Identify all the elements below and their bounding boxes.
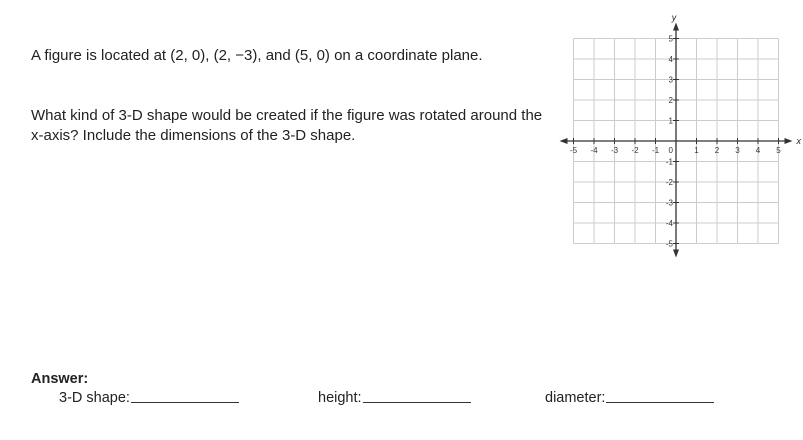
y-axis-label: y [671, 12, 677, 23]
height-blank[interactable] [363, 402, 471, 403]
x-tick-label: 2 [714, 146, 720, 155]
x-tick-label: -1 [651, 146, 660, 155]
x-axis-label: x [796, 136, 801, 146]
diameter-blank[interactable] [606, 402, 714, 403]
y-tick-label: 1 [668, 116, 673, 126]
x-tick-label: -5 [569, 146, 578, 155]
x-tick-label: -3 [610, 146, 619, 155]
x-tick-label: -4 [590, 146, 598, 155]
y-tick-label: 4 [668, 55, 673, 64]
y-arrow-up [673, 23, 679, 31]
x-arrow-right [785, 138, 793, 144]
x-tick-label: 5 [776, 146, 781, 155]
shape-blank[interactable] [131, 402, 239, 403]
y-tick-label: -1 [665, 157, 673, 167]
y-tick-label: -2 [665, 178, 673, 187]
question-line-1: A figure is located at (2, 0), (2, −3), and (5, 0) on a coordinate plane. [31, 47, 483, 64]
height-field [318, 390, 471, 406]
coordinate-plane [560, 12, 801, 255]
x-arrow-left [560, 138, 568, 144]
y-tick-label: 2 [668, 96, 673, 105]
shape-label: 3-D shape: [59, 390, 130, 406]
x-tick-label: -2 [631, 146, 639, 155]
diameter-label: diameter: [545, 390, 606, 406]
shape-field [59, 390, 239, 406]
height-label: height: [318, 390, 362, 406]
answer-label: Answer: [31, 371, 89, 387]
origin-label: 0 [668, 146, 673, 155]
y-tick-label: -3 [665, 198, 673, 208]
question-line-2: What kind of 3-D shape would be created if the figure was rotated around the x-axis? Include the dimensions of the 3-D shape. [31, 107, 543, 144]
y-arrow-down [673, 250, 679, 258]
x-tick-label: 4 [755, 146, 761, 155]
y-tick-label: 5 [668, 34, 673, 44]
x-tick-label: 1 [694, 146, 699, 155]
y-tick-label: -5 [665, 239, 673, 249]
diameter-field [545, 390, 714, 406]
y-tick-label: -4 [665, 219, 673, 228]
x-tick-label: 3 [735, 146, 740, 155]
y-tick-label: 3 [668, 75, 673, 85]
